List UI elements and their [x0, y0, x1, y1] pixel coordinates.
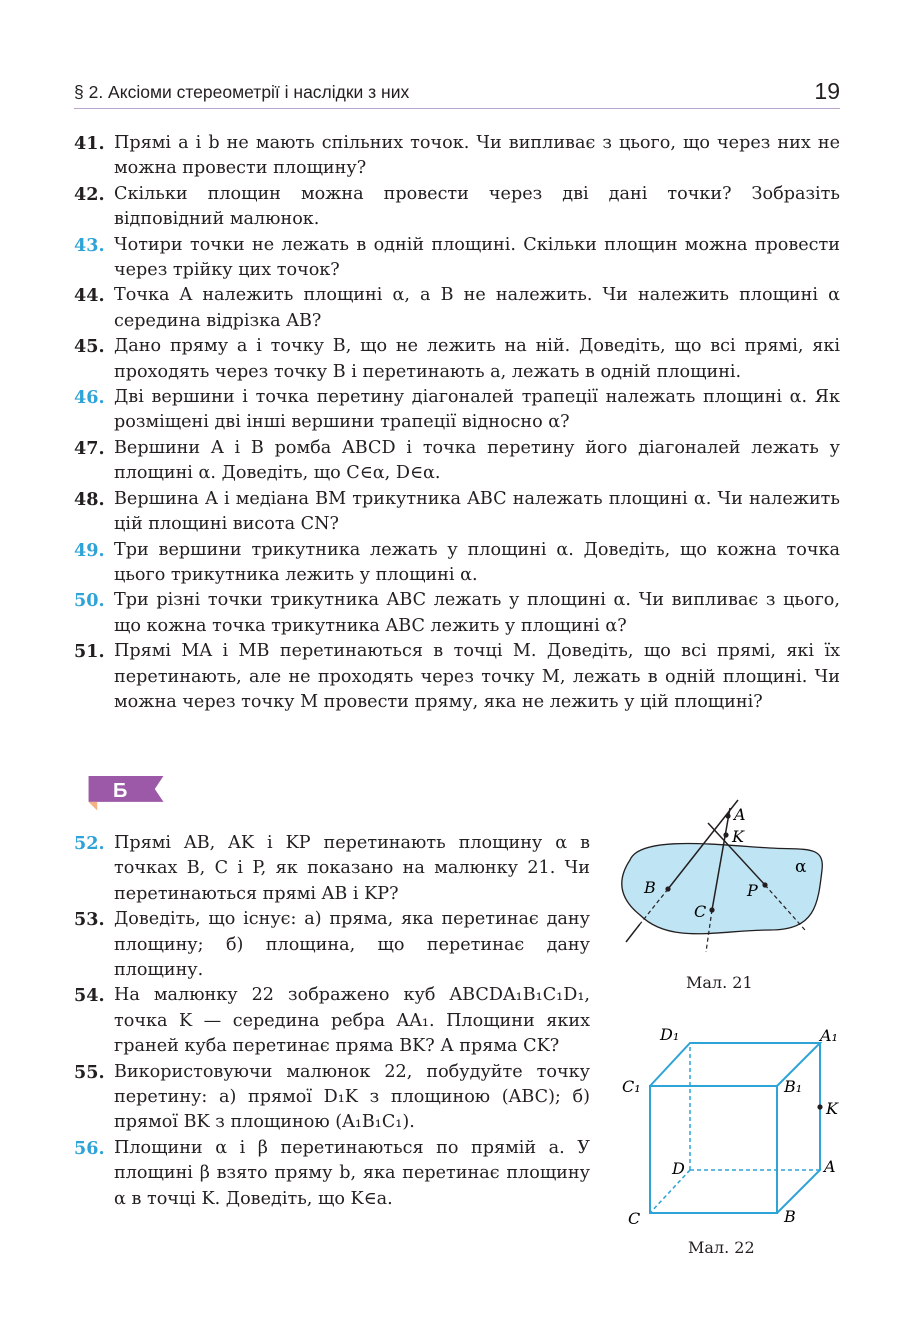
- problem-49: [74, 538, 840, 589]
- problem-text: Дано пряму a і точку B, що не лежить на ній. Доведіть, що всі прямі, які проходять через точку B і перетинають a, лежать в одній площині.: [114, 336, 840, 382]
- line-ab-lower: [626, 924, 640, 942]
- problem-45: [74, 334, 840, 385]
- problem-41: [74, 131, 840, 182]
- page-header: [74, 78, 840, 109]
- problem-number: 44.: [74, 285, 105, 307]
- section-title: § 2. Аксіоми стереометрії і наслідки з них: [74, 82, 410, 102]
- face-front: [650, 1086, 777, 1213]
- problem-number: 54.: [74, 985, 105, 1007]
- label-b: B: [784, 1207, 796, 1226]
- problem-number: 48.: [74, 488, 105, 510]
- problem-number: 50.: [74, 590, 105, 612]
- label-d: D: [672, 1159, 685, 1178]
- problem-text: Прямі a і b не мають спільних точок. Чи випливає з цього, що через них не можна провести площину?: [114, 133, 840, 179]
- label-c: C: [628, 1209, 641, 1228]
- problem-text: Вершини A і B ромба ABCD і точка перетину його діагоналей лежать у площині α. Доведіть, що C∈α, D∈α.: [114, 437, 840, 484]
- problem-44: [74, 283, 840, 334]
- point-b: [665, 886, 670, 891]
- label-c1: C₁: [622, 1077, 641, 1096]
- label-p: P: [747, 881, 758, 900]
- problem-55: [74, 1060, 590, 1136]
- label-alpha: α: [795, 857, 807, 877]
- problem-number: 52.: [74, 833, 105, 854]
- problem-list-a: [74, 131, 840, 715]
- problem-text: Скільки площин можна провести через дві дані точки? Зобразіть відповідний малюнок.: [114, 183, 840, 230]
- problem-number: 49.: [74, 539, 105, 561]
- problem-number: 53.: [74, 909, 105, 931]
- label-k: K: [826, 1099, 838, 1118]
- problem-46: [74, 385, 840, 436]
- problem-number: 42.: [74, 183, 105, 205]
- problem-56: [74, 1136, 590, 1212]
- figure-22: [610, 1020, 850, 1240]
- point-c: [709, 907, 714, 912]
- label-b1: B₁: [784, 1077, 803, 1096]
- point-a: [725, 813, 730, 818]
- problem-52: [74, 831, 590, 907]
- point-k: [723, 832, 728, 837]
- label-a: A: [734, 805, 746, 824]
- problem-text: Площини α і β перетинаються по прямій a. У площині β взято пряму b, яка перетинає площину α в точці K. Доведіть, що K∈a.: [114, 1137, 590, 1209]
- label-k: K: [732, 827, 744, 846]
- problem-50: [74, 588, 840, 639]
- problem-text: Прямі MA і MB перетинаються в точці M. Доведіть, що всі прямі, які їх перетинають, але не проходять через точку M, лежать в одній площині. Чи можна через точку M провести пряму, яка не лежить у цій площині?: [114, 641, 840, 712]
- problem-51: [74, 639, 840, 715]
- problem-number: 47.: [74, 437, 105, 459]
- label-a: A: [824, 1157, 836, 1176]
- problem-text: Використовуючи малюнок 22, побудуйте точку перетину: а) прямої D₁K з площиною (ABC); б) прямої BK з площиною (A₁B₁C₁).: [114, 1061, 590, 1133]
- problem-47: [74, 436, 840, 487]
- problem-list-b: [74, 831, 590, 1212]
- problem-number: 51.: [74, 641, 105, 663]
- label-b: B: [644, 878, 656, 897]
- problem-48: [74, 487, 840, 538]
- problem-number: 41.: [74, 133, 105, 154]
- problem-number: 43.: [74, 234, 105, 256]
- problem-text: Чотири точки не лежать в одній площині. Скільки площин можна провести через трійку цих точок?: [114, 234, 840, 281]
- figure-21: [600, 790, 840, 960]
- problem-text: Прямі AB, AK і KP перетинають площину α в точках B, C і P, як показано на малюнку 21. Чи перетинаються прямі AB і KP?: [114, 833, 590, 904]
- page-number: 19: [814, 78, 840, 104]
- section-badge-corner: [89, 802, 98, 811]
- problem-text: Точка A належить площині α, а B не належить. Чи належить площині α середина відрізка AB?: [114, 285, 840, 331]
- problem-number: 46.: [74, 387, 105, 409]
- point-p: [762, 882, 767, 887]
- problem-53: [74, 907, 590, 983]
- point-k: [817, 1104, 822, 1109]
- problem-text: Дві вершини і точка перетину діагоналей трапеції належать площині α. Як розміщені дві інші вершини трапеції відносно α?: [114, 387, 840, 433]
- problem-number: 55.: [74, 1061, 105, 1083]
- figure-22-caption: Мал. 22: [688, 1238, 755, 1257]
- label-c: C: [694, 902, 707, 921]
- problem-text: Вершина A і медіана BM трикутника ABC належать площині α. Чи належить цій площині висота CN?: [114, 488, 840, 535]
- problem-number: 45.: [74, 336, 105, 358]
- label-a1: A₁: [820, 1026, 838, 1045]
- problem-text: Доведіть, що існує: а) пряма, яка перетинає дану площину; б) площина, що перетинає дану площину.: [114, 909, 590, 981]
- problem-43: [74, 233, 840, 284]
- problem-text: Три вершини трикутника лежать у площині α. Доведіть, що кожна точка цього трикутника лежить у площині α.: [114, 539, 840, 585]
- label-d1: D₁: [660, 1025, 680, 1044]
- figure-21-caption: Мал. 21: [686, 973, 753, 992]
- problem-text: Три різні точки трикутника ABC лежать у площині α. Чи випливає з цього, що кожна точка трикутника ABC лежить у площині α?: [114, 590, 840, 636]
- problem-number: 56.: [74, 1137, 105, 1159]
- problem-text: На малюнку 22 зображено куб ABCDA₁B₁C₁D₁, точка K — середина ребра AA₁. Площини яких граней куба перетинає пряма BK? А пряма CK?: [114, 985, 590, 1057]
- problem-54: [74, 983, 590, 1059]
- section-label: Б: [113, 780, 128, 802]
- face-right: [777, 1043, 820, 1213]
- problem-42: [74, 182, 840, 233]
